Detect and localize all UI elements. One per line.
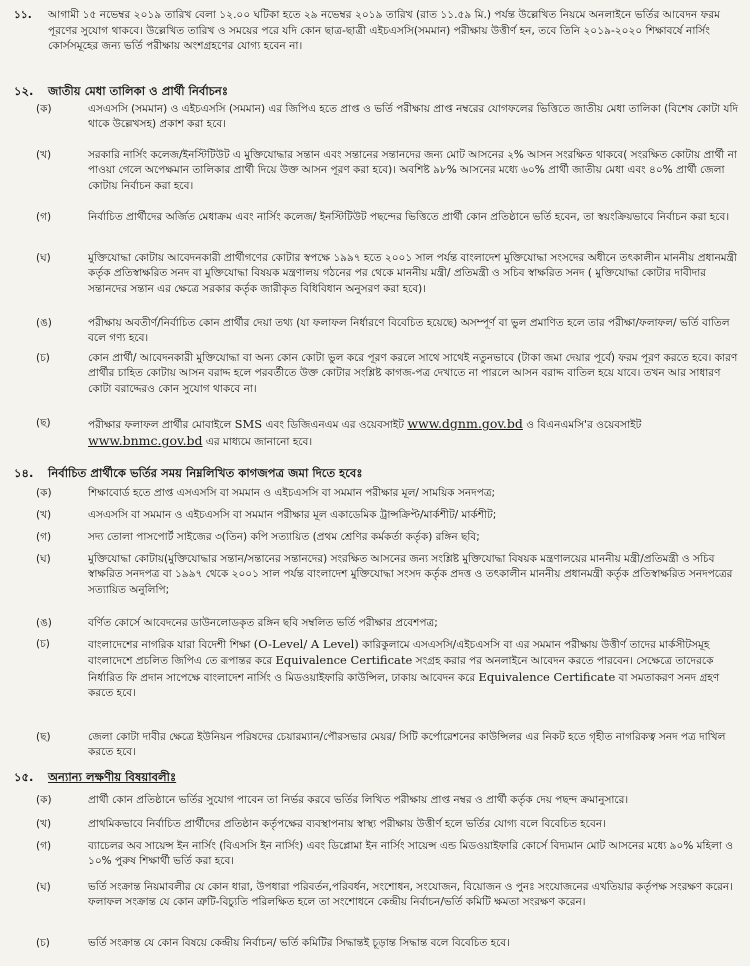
section-12-item-cha xyxy=(14,351,740,397)
item-label: (ক) xyxy=(36,794,52,806)
section-12-item-kha xyxy=(14,148,740,194)
item-label: (খ) xyxy=(36,149,52,161)
item-text: নির্বাচিত প্রার্থীদের অর্জিত মেধাক্রম এবং নার্সিং কলেজ/ ইনস্টিটিউট পছন্দের ভিত্তিতে প্রার্থী কোন প্রতিষ্ঠানে ভর্তি হবেন, তা স্বয়ংক্রিয়ভাবে নির্বাচন করা হবে। xyxy=(88,211,730,223)
section-15-item-kha xyxy=(14,817,740,832)
result-text-before: পরীক্ষার ফলাফল প্রার্থীর মোবাইলে xyxy=(88,419,232,431)
foreign-text-mid: কারিকুলামে এসএসসি/এইচএসসি বা এর সমমান পরীক্ষায় উত্তীর্ণ তাদের মার্কসীটসমূহ বাংলাদেশে প্রচলিত জিপিএ তে রূপান্তর করে xyxy=(88,639,710,668)
item-text: ভর্তি সংক্রান্ত নিয়মাবলীর যে কোন ধারা, উপধারা পরিবর্তন,পরিবর্ধন, সংশোধন, সংযোজন, বিয়োজন ও পুনঃ সংযোজনের এখতিয়ার কর্তৃপক্ষ সংরক্ষণ করেন। ফলাফল সংক্রান্ত যে কোন ত্রুটি-বিচ্যুতি পরিলক্ষিত হলে তা সংশোধনে কেন্দ্রীয় নির্বাচন/ভর্তি কমিটি ক্ষমতা সংরক্ষণ করেন। xyxy=(88,881,733,909)
item-text xyxy=(88,637,740,701)
foreign-text-before: বাংলাদেশের নাগরিক যারা বিদেশী শিক্ষা xyxy=(88,639,251,651)
item-text: কোন প্রার্থী/ আবেদনকারী মুক্তিযোদ্ধা বা অন্য কোন কোটা ভুল করে পূরণ করলে সাথে সাথেই নতুনভাবে (টাকা জমা দেয়ার পূর্বে) ফরম পূরণ করতে হবে। কারণ প্রার্থীর চাহিত কোটায় আসন বরাদ্দ হলে পরবর্তীতে উক্ত কোটার সংশ্লিষ্ট কাগজ-পত্র দেখাতে না পারলে আসন বরাদ্দ বাতিল হয়ে যাবে। তখন আর সাধারণ কোটা বরাদ্দেরও কোন সুযোগ থাকবে না। xyxy=(88,352,738,395)
item-label: (চ) xyxy=(36,937,50,949)
section-15-heading xyxy=(14,768,740,786)
item-text: বর্ণিত কোর্সে আবেদনের ডাউনলোডকৃত রঙ্গিন ছবি সম্বলিত ভর্তি পরীক্ষার প্রবেশপত্র; xyxy=(88,617,438,629)
olevel-alevel-label: (O-Level/ A Level) xyxy=(253,637,359,651)
item-text: জেলা কোটা দাবীর ক্ষেত্রে ইউনিয়ন পরিষদের চেয়ারম্যান/পৌরসভার মেয়র/ সিটি কর্পোরেশনের কাউন্সিলর এর নিকট হতে গৃহীত নাগরিকত্ব সনদ পত্র দাখিল করতে হবে। xyxy=(88,731,726,759)
item-label: (ছ) xyxy=(36,731,51,743)
item-label: (খ) xyxy=(36,818,52,830)
item-text xyxy=(88,416,740,451)
section-15-title: অন্যান্য লক্ষণীয় বিষয়াবলীঃ xyxy=(48,770,177,784)
item-text: এসএসসি (সমমান) ও এইচএসসি (সমমান) এর জিপিএ হতে প্রাপ্ত ও ভর্তি পরীক্ষায় প্রাপ্ত নম্বরের যোগফলের ভিত্তিতে জাতীয় মেধা তালিকা (বিশেষ কোটা যদি থাকে উল্লেখসহ) প্রকাশ করা হবে। xyxy=(88,103,738,131)
section-12-item-umo xyxy=(14,316,740,347)
item-text: ভর্তি সংক্রান্ত যে কোন বিষয়ে কেন্দ্রীয় নির্বাচন/ ভর্তি কমিটির সিদ্ধান্তই চূড়ান্ত সিদ্ধান্ত বলে বিবেচিত হবে। xyxy=(88,937,510,949)
bnmc-website-link[interactable]: www.bnmc.gov.bd xyxy=(88,433,203,449)
section-14-item-kha xyxy=(14,508,740,523)
section-12-item-ka xyxy=(14,102,740,133)
section-11-number: ১১. xyxy=(14,9,32,21)
item-label: (চ) xyxy=(36,352,50,364)
section-14-item-ka xyxy=(14,486,740,501)
item-text: প্রার্থী কোন প্রতিষ্ঠানে ভর্তির সুযোগ পাবেন তা নির্ভর করবে ভর্তির লিখিত পরীক্ষায় প্রাপ্ত নম্বর ও প্রার্থী কর্তৃক দেয় পছন্দ ক্রমানুসারে। xyxy=(88,794,629,806)
section-12-number: ১২. xyxy=(14,84,34,98)
item-label: (ক) xyxy=(36,103,52,115)
section-14-item-ga xyxy=(14,530,740,545)
section-12-heading xyxy=(14,82,740,100)
section-14-item-chha xyxy=(14,730,740,761)
section-14-item-cha xyxy=(14,637,740,701)
item-label: (চ) xyxy=(36,638,50,650)
item-label: (ক) xyxy=(36,487,52,499)
result-text-mid: এবং ডিজিএনএম এর ওয়েবসাইট xyxy=(265,419,404,431)
section-14-item-umo xyxy=(14,616,740,631)
item-text: সদ্য তোলা পাসপোর্ট সাইজের ৩(তিন) কপি সত্যায়িত (প্রথম শ্রেণির কর্মকর্তা কর্তৃক) রঙ্গিন ছবি; xyxy=(88,531,480,543)
section-11 xyxy=(14,8,740,55)
section-12-item-gha xyxy=(14,251,740,297)
section-14-number: ১৪. xyxy=(14,466,34,480)
item-text: মুক্তিযোদ্ধা কোটায় আবেদনকারী প্রার্থীগণের কোটার স্বপক্ষে ১৯৯৭ হতে ২০০১ সাল পর্যন্ত বাংলাদেশ মুক্তিযোদ্ধা সংসদের অধীনে তৎকালীন মাননীয় প্রধানমন্ত্রী কর্তৃক প্রতিস্বাক্ষরিত সনদ বা মুক্তিযোদ্ধা বিষয়ক মন্ত্রণালয় গঠনের পর থেকে মাননীয় মন্ত্রী/ প্রতিমন্ত্রী ও সচিব স্বাক্ষরিত সনদ ( মুক্তিযোদ্ধা কোটার দাবীদার সন্তানদের সন্তান এর ক্ষেত্রে সরকার কর্তৃক জারীকৃত বিধিবিধান অনুসরণ করা হবে)। xyxy=(88,252,737,295)
section-12-item-chha xyxy=(14,416,740,451)
item-text: সরকারি নার্সিং কলেজ/ইনস্টিটিউট এ মুক্তিযোদ্ধার সন্তান এবং সন্তানের সন্তানদের জন্য মোট আসনের ২% আসন সংরক্ষিত থাকবে( সংরক্ষিত কোটায় প্রার্থী না পাওয়া গেলে অপেক্ষমান তালিকার প্রার্থী দিয়ে উক্ত আসন পূরণ করা হবে)। অবশিষ্ট ৯৮% আসনের মধ্যে ৬০% প্রার্থী জাতীয় মেধা এবং ৪০% প্রার্থী জেলা কোটায় নির্বাচন করা হবে। xyxy=(88,149,737,192)
equivalence-certificate-label-2: Equivalence Certificate xyxy=(478,669,616,684)
section-14-title: নির্বাচিত প্রার্থীকে ভর্তির সময় নিম্নলিখিত কাগজপত্র জমা দিতে হবেঃ xyxy=(48,466,363,480)
result-text-mid2: ও বিএনএমসি'র ওয়েবসাইট xyxy=(526,419,642,431)
item-text: পরীক্ষায় অবতীর্ণ/নির্বাচিত কোন প্রার্থীর দেয়া তথ্য (যা ফলাফল নির্ধারণে বিবেচিত হয়েছে) অসম্পূর্ণ বা ভুল প্রমাণিত হলে তার পরীক্ষা/ফলাফল/ ভর্তি বাতিল বলে গণ্য হবে। xyxy=(88,317,730,345)
section-12-item-ga xyxy=(14,210,740,225)
foreign-text-mid2: সংগ্রহ করার পর অনলাইনে আবেদন করতে পারবেন। সেক্ষেত্রে তাদেরকে নির্ধারিত ফি প্রদান সাপেক্ষে বাংলাদেশ নার্সিং ও মিডওয়াইফারি কাউন্সিল, ঢাকায় আবেদন করে xyxy=(88,655,714,684)
item-text: প্রাথমিকভাবে নির্বাচিত প্রার্থীদের প্রতিষ্ঠান কর্তৃপক্ষের ব্যবস্থাপনায় স্বাস্থ্য পরীক্ষায় উত্তীর্ণ হলে ভর্তির যোগ্য বলে বিবেচিত হবেন। xyxy=(88,818,606,830)
section-15-item-ka xyxy=(14,793,740,808)
result-text-after: এর মাধ্যমে জানানো হবে। xyxy=(205,436,313,449)
foreign-text-after: বা সমতাকরণ সনদ গ্রহণ করতে হবে। xyxy=(88,671,720,699)
section-14-heading xyxy=(14,464,740,482)
section-15-item-gha xyxy=(14,880,740,911)
item-label: (ঙ) xyxy=(36,617,52,629)
item-label: (গ) xyxy=(36,531,52,543)
item-label: (ঘ) xyxy=(36,252,51,264)
item-text: শিক্ষাবোর্ড হতে প্রাপ্ত এসএসসি বা সমমান ও এইচএসসি বা সমমান পরীক্ষার মূল/ সাময়িক সনদপত্র; xyxy=(88,487,496,499)
section-11-text: আগামী ১৫ নভেম্বর ২০১৯ তারিখ বেলা ১২.০০ ঘটিকা হতে ২৯ নভেম্বর ২০১৯ তারিখ (রাত ১১.৫৯ মি.) পর্যন্ত উল্লেখিত নিয়মে অনলাইনে ভর্তির আবেদন ফরম পূরণের সুযোগ থাকবে। উল্লেখিত তারিখ ও সময়ের পরে যদি কোন ছাত্র-ছাত্রী এইচএসসি(সমমান) পরীক্ষায় উত্তীর্ণ হন, তবে তিনি ২০১৯-২০২০ শিক্ষাবর্ষে নার্সিং কোর্সসমূহের জন্য ভর্তি পরীক্ষায় অংশগ্রহণের যোগ্য হবেন না। xyxy=(48,9,721,53)
item-label: (ঙ) xyxy=(36,317,52,329)
section-15-item-ga xyxy=(14,839,740,870)
item-text: এসএসসি বা সমমান ও এইচএসসি বা সমমান পরীক্ষার মূল একাডেমিক ট্রান্সক্রিপ্ট/মার্কশীট/ মার্কশীট; xyxy=(88,509,497,521)
equivalence-certificate-label: Equivalence Certificate xyxy=(275,653,413,668)
item-label: (ছ) xyxy=(36,417,51,429)
item-text: ব্যাচেলর অব সায়েন্স ইন নার্সিং (বিএসসি ইন নার্সিং) এবং ডিপ্লোমা ইন নার্সিং সায়েন্স এন্ড মিডওয়াইফারি কোর্সে বিদ্যমান মোট আসনের মধ্যে ৯০% মহিলা ও ১০% পুরুষ শিক্ষার্থী ভর্তি করা হবে। xyxy=(88,840,733,868)
section-15-item-cha xyxy=(14,936,740,951)
section-14-item-gha xyxy=(14,552,740,598)
item-label: (গ) xyxy=(36,211,52,223)
section-12-title: জাতীয় মেধা তালিকা ও প্রার্থী নির্বাচনঃ xyxy=(48,84,229,98)
item-text: মুক্তিযোদ্ধা কোটায়(মুক্তিযোদ্ধার সন্তান/সন্তানের সন্তানদের) সংরক্ষিত আসনের জন্য সংশ্লিষ্ট মুক্তিযোদ্ধা বিষয়ক মন্ত্রণালয়ের মাননীয় মন্ত্রী/প্রতিমন্ত্রী ও সচিব স্বাক্ষরিত সনদপত্র বা ১৯৯৭ থেকে ২০০১ সাল পর্যন্ত বাংলাদেশ মুক্তিযোদ্ধা সংসদ কর্তৃক প্রদত্ত ও তৎকালীন মাননীয় প্রধানমন্ত্রী কর্তৃক প্রতিস্বাক্ষরিত সনদপত্রের সত্যায়িত অনুলিপি; xyxy=(88,553,733,596)
item-label: (খ) xyxy=(36,509,52,521)
section-15-number: ১৫. xyxy=(14,770,34,784)
sms-label: SMS xyxy=(234,417,263,431)
item-label: (গ) xyxy=(36,840,52,852)
item-label: (ঘ) xyxy=(36,553,51,565)
item-label: (ঘ) xyxy=(36,881,51,893)
dgnm-website-link[interactable]: www.dgnm.gov.bd xyxy=(407,416,523,431)
